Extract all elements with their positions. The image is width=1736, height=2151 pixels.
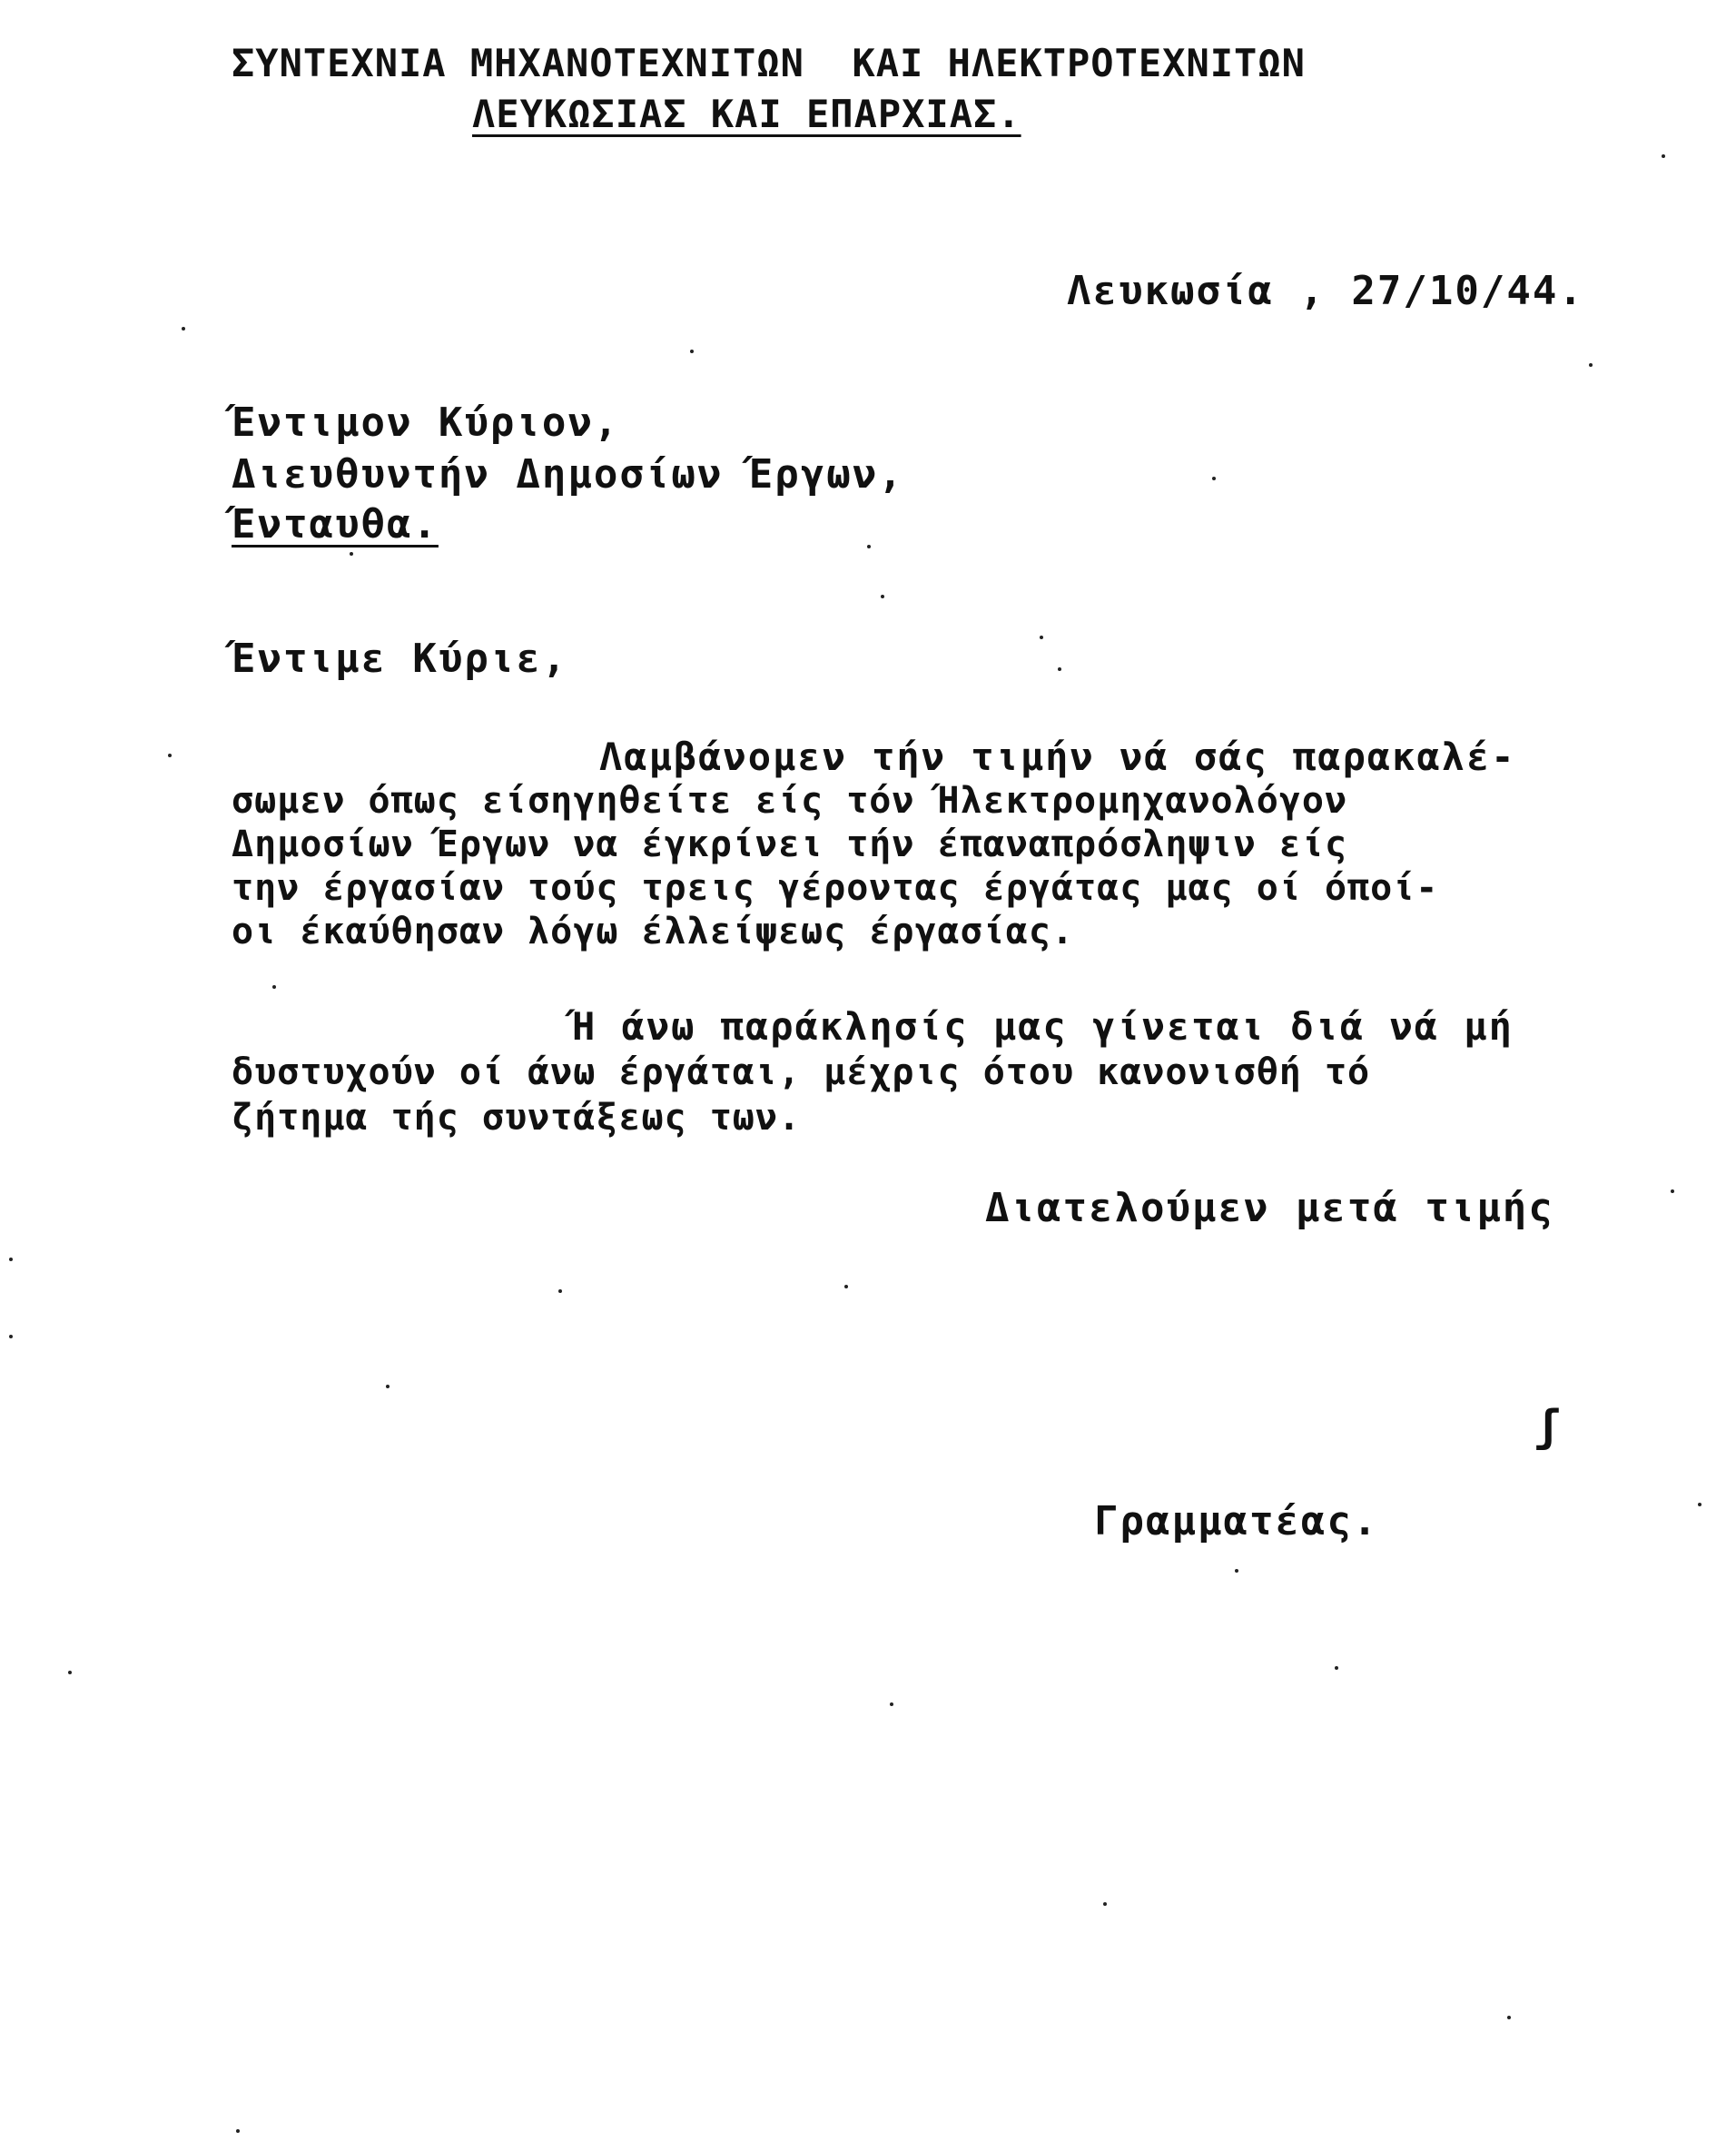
signature-mark: ʃ: [1534, 1401, 1563, 1452]
scan-speck: [1058, 667, 1061, 671]
scan-speck: [1212, 477, 1216, 480]
scan-speck: [1507, 2016, 1511, 2019]
scan-speck: [881, 595, 884, 598]
scan-speck: [1040, 636, 1043, 639]
paragraph1-line-5: οι έκαύθησαν λόγω έλλείψεως έργασίας.: [232, 911, 1075, 952]
scan-speck: [1103, 1902, 1107, 1906]
scan-speck: [1662, 154, 1665, 158]
paragraph2-line-1: Ή άνω παράκλησίς μας γίνεται διά νά μή: [572, 1004, 1514, 1049]
closing: Διατελούμεν μετά τιμής: [985, 1185, 1554, 1231]
letterhead-line-1: ΣΥΝΤΕΧΝΙΑ ΜΗΧΑΝΟΤΕΧΝΙΤΩΝ ΚΑΙ ΗΛΕΚΤΡΟΤΕΧΝΙΤΩΝ: [232, 41, 1306, 85]
scan-speck: [1671, 1189, 1674, 1193]
signature-title: Γραμματέας.: [1094, 1498, 1379, 1544]
recipient-line-3: Ένταυθα.: [232, 501, 439, 548]
scan-speck: [386, 1385, 390, 1388]
scan-speck: [1235, 1569, 1238, 1573]
scan-speck: [168, 754, 172, 757]
scan-speck: [9, 1335, 13, 1338]
scan-speck: [350, 552, 353, 556]
paragraph1-line-4: την έργασίαν τούς τρεις γέροντας έργάτας μας οί όποί-: [232, 867, 1439, 909]
scan-speck: [1335, 1666, 1338, 1670]
paragraph1-line-2: σωμεν όπως είσηγηθείτε είς τόν Ήλεκτρομηχανολόγον: [232, 780, 1348, 822]
salutation: Έντιμε Κύριε,: [232, 636, 568, 682]
scan-speck: [272, 985, 276, 989]
paragraph2-line-2: δυστυχούν οί άνω έργάται, μέχρις ότου κανονισθή τό: [232, 1051, 1371, 1093]
recipient-line-2: Διευθυντήν Δημοσίων Έργων,: [232, 451, 904, 498]
paragraph1-line-1: Λαμβάνομεν τήν τιμήν νά σάς παρακαλέ-: [599, 735, 1516, 779]
scan-speck: [182, 327, 185, 331]
paragraph2-line-3: ζήτημα τής συντάξεως των.: [232, 1097, 802, 1139]
scan-speck: [9, 1258, 13, 1261]
scan-speck: [890, 1702, 893, 1706]
scan-speck: [690, 350, 694, 353]
scan-speck: [1698, 1503, 1701, 1506]
recipient-line-1: Έντιμον Κύριον,: [232, 400, 620, 446]
letterhead-line-2: ΛΕΥΚΩΣΙΑΣ ΚΑΙ ΕΠΑΡΧΙΑΣ.: [472, 92, 1021, 136]
scan-speck: [236, 2129, 240, 2133]
scan-speck: [867, 545, 871, 548]
paragraph1-line-3: Δημοσίων Έργων να έγκρίνει τήν έπαναπρόσληψιν είς: [232, 824, 1348, 865]
scan-speck: [844, 1285, 848, 1288]
scan-speck: [558, 1289, 562, 1293]
scan-speck: [1589, 363, 1593, 367]
date-line: Λευκωσία , 27/10/44.: [1067, 268, 1584, 314]
scan-speck: [68, 1671, 72, 1674]
